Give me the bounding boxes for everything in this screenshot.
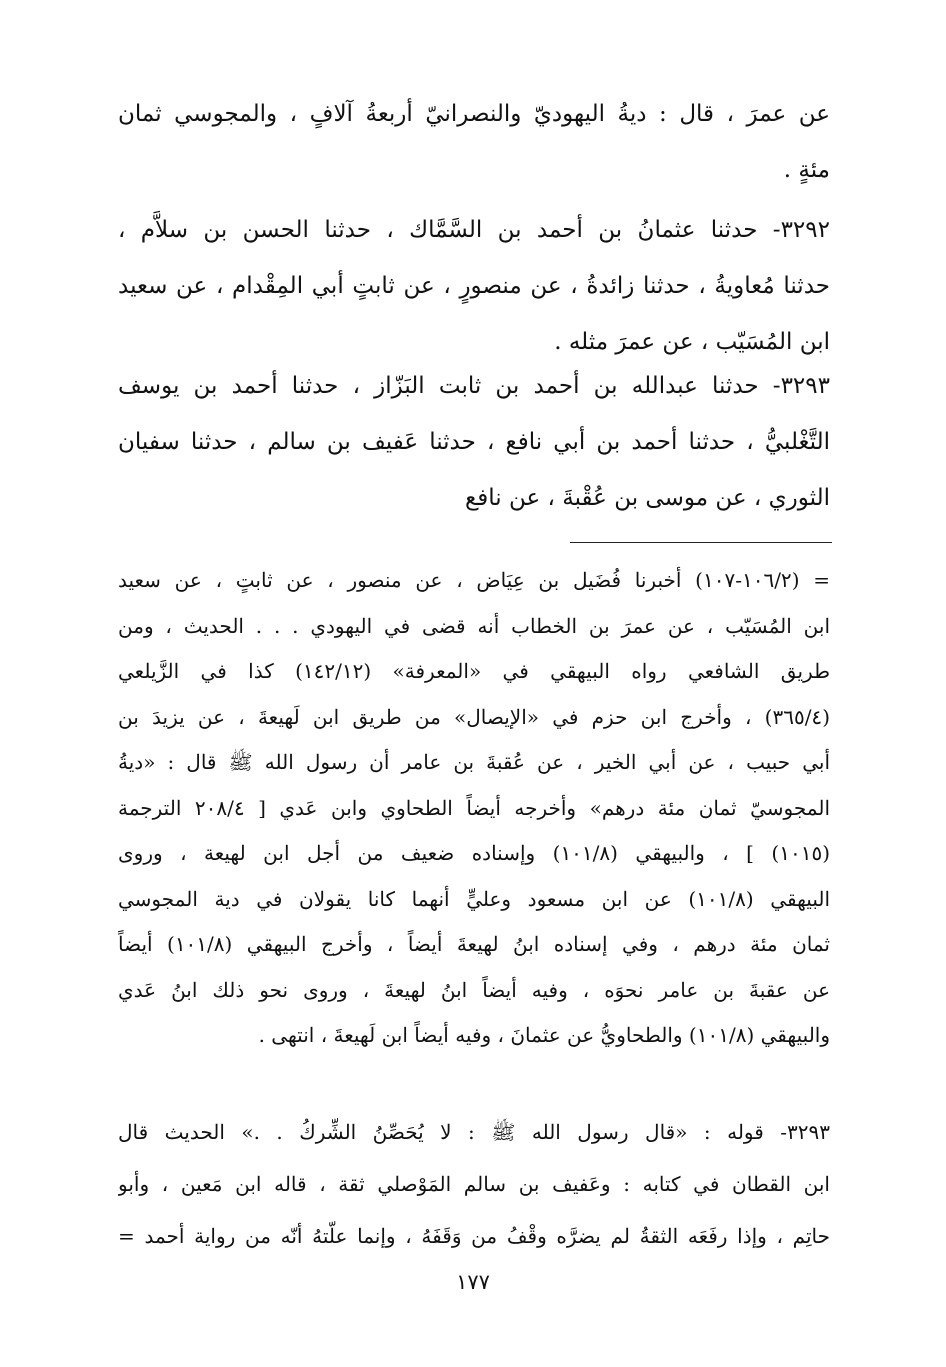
text-line: ابن المُسَيّب ، عن عمرَ مثله .: [554, 329, 830, 355]
footnote-line: طريق الشافعي رواه البيهقي في «المعرفة» (١٤٢/١٢) كذا في الزَّيلعي: [118, 659, 830, 683]
hadith-3292-paragraph: [118, 202, 830, 370]
footnote-line: والبيهقي (١٠١/٨) والطحاويُّ عن عثمانَ ، وفيه أيضاً ابن لَهيعةَ ، انتهى .: [258, 1023, 830, 1047]
text-line: الثوري ، عن موسى بن عُقْبةَ ، عن نافع: [465, 485, 830, 511]
footnote-3293-paragraph: [118, 1106, 830, 1262]
main-text-paragraph: [118, 86, 830, 198]
text-line: ٣٢٩٣- حدثنا عبدالله بن أحمد بن ثابت البَزّاز ، حدثنا أحمد بن يوسف: [118, 373, 830, 399]
hadith-3293-paragraph: [118, 358, 830, 526]
footnote-line: عن عقبةَ بن عامر نحوَه ، وفيه أيضاً ابنُ لهيعةَ ، وروى نحو ذلك ابنُ عَدي: [118, 977, 830, 1002]
footnote-line: أبي حبيب ، عن أبي الخير ، عن عُقبةَ بن عامر أن رسول الله ﷺ قال : «ديةُ: [118, 750, 830, 774]
text-line: حدثنا مُعاويةُ ، حدثنا زائدةُ ، عن منصورٍ ، عن ثابتٍ أبي المِقْدام ، عن سعيد: [118, 273, 830, 299]
footnote-paragraph: [118, 558, 830, 1059]
page-number: ١٧٧: [456, 1270, 490, 1294]
footnote-line: حاتِم ، وإذا رفَعَه الثقةُ لم يضرَّه وقْفُ من وَقَفَهُ ، وإنما علّتهُ أنّه من رواية أحمد =: [118, 1224, 830, 1248]
text-line: التَّغْلبيُّ ، حدثنا أحمد بن أبي نافع ، حدثنا عَفيف بن سالم ، حدثنا سفيان: [118, 429, 830, 455]
footnote-line: = (١٠٦/٢-١٠٧) أخبرنا فُضَيل بن عِيَاض ، عن منصور ، عن ثابتٍ ، عن سعيد: [118, 568, 830, 592]
footnote-line: ابن المُسَيّب ، عن عمرَ بن الخطاب أنه قضى في اليهودي . . . الحديث ، ومن: [118, 613, 830, 638]
text-line: عن عمرَ ، قال : ديةُ اليهوديّ والنصرانيّ أربعةُ آلافٍ ، والمجوسي ثمان: [118, 101, 830, 127]
footnote-line: ثمان مئة درهم ، وفي إسناده ابنُ لهيعةَ أيضاً ، وأخرج البيهقي (١٠١/٨) أيضاً: [118, 932, 830, 956]
footnote-line: (٣٦٥/٤) ، وأخرج ابن حزم في «الإيصال» من طريق ابن لَهيعةَ ، عن يزيدَ بن: [118, 704, 830, 729]
footnote-separator: [570, 542, 832, 543]
footnote-line: البيهقي (١٠١/٨) عن ابن مسعود وعليٍّ أنهما كانا يقولان في دية المجوسي: [118, 886, 830, 911]
footnote-line: ابن القطان في كتابه : وعَفيف بن سالم المَوْصلي ثقة ، قاله ابن مَعين ، وأبو: [118, 1172, 830, 1196]
text-line: ٣٢٩٢- حدثنا عثمانُ بن أحمد بن السَّمَّاك ، حدثنا الحسن بن سلاَّم ،: [118, 217, 830, 243]
footnote-line: المجوسيّ ثمان مئة درهم» وأخرجه أيضاً الطحاوي وابن عَدي [ ٢٠٨/٤ الترجمة: [118, 795, 830, 820]
footnote-line: (١٠١٥) ] ، والبيهقي (١٠١/٨) وإسناده ضعيف من أجل ابن لهيعة ، وروى: [118, 841, 830, 865]
footnote-line: ٣٢٩٣- قوله : «قال رسول الله ﷺ : لا يُحَصِّنُ الشِّركُ . .» الحديث قال: [118, 1120, 830, 1144]
text-line: مئةٍ .: [783, 157, 830, 183]
